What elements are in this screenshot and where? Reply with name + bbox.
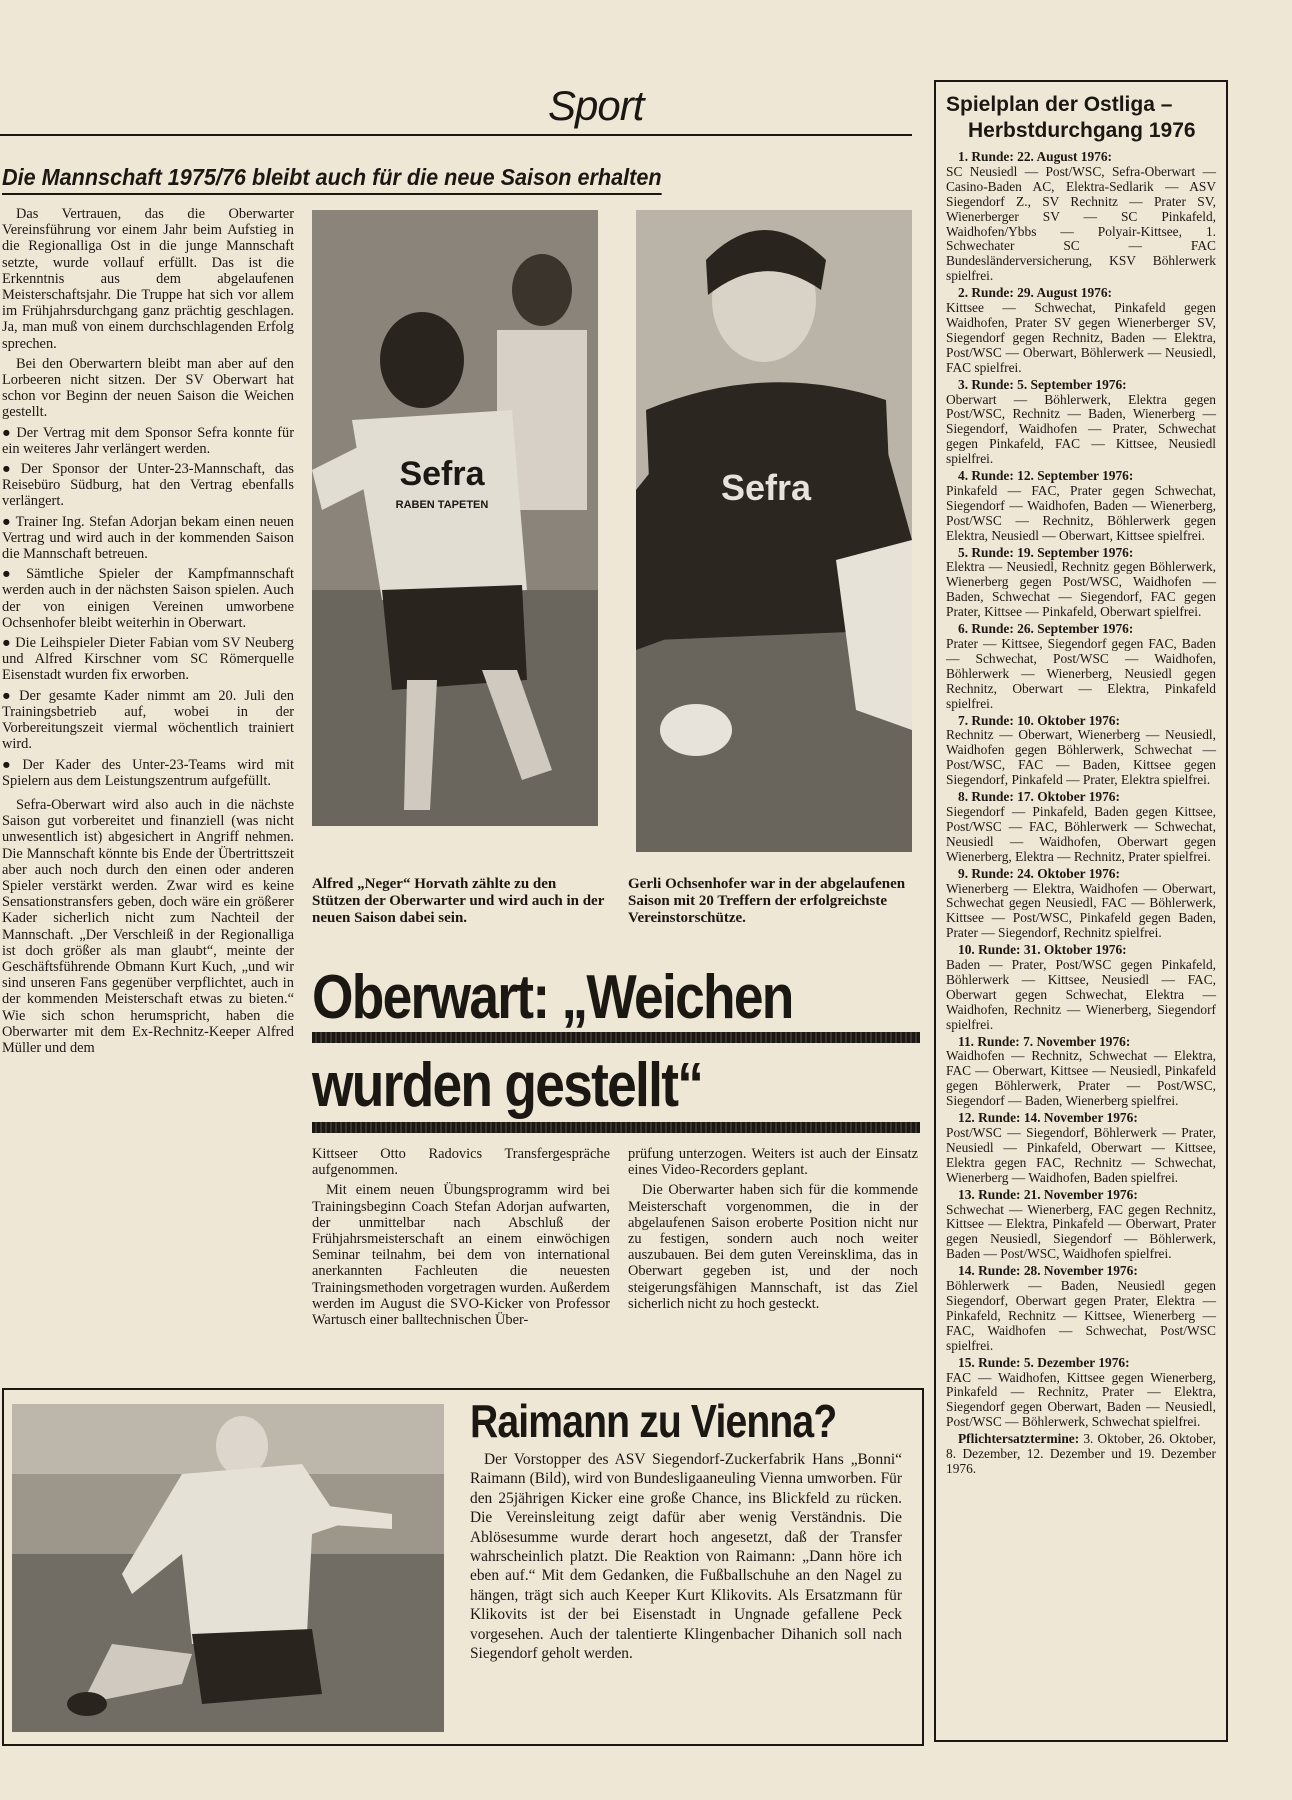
round-label: 1. Runde: 22. August 1976: bbox=[958, 149, 1113, 164]
schedule-round bbox=[946, 150, 1216, 284]
bullet-item: ● Der gesamte Kader nimmt am 20. Juli den Trainingsbetrieb auf, wobei in der Vorbereitungszeit viermal wöchentlich trainiert wird. bbox=[2, 688, 294, 753]
round-label: 11. Runde: 7. November 1976: bbox=[958, 1033, 1131, 1049]
paragraph: Sefra-Oberwart wird also auch in die nächste Saison gut vorbereitet und finanziell (was nicht unwesentlich ist) abgesichert in Angriff nehmen. Die Mannschaft könnte bis Ende der Übertrittszeit aber auch noch durch den einen oder anderen Spieler verstärkt werden. Zwar wird es keine Sensationstransfers geben, doch wäre ein größerer Kader sicherlich nicht zum Nachteil der Mannschaft. „Der Verschleiß in der Regionalliga ist doch größer als man glaubt“, meinte der Geschäftsführende Obmann Kurt Kuch, „und wir sind unseren Fans gegenüber verpflichtet, auch in der kommenden Meisterschaft etwas zu bieten.“ Wie sich schon herumspricht, haben die Oberwarter mit dem Ex-Rechnitz-Keeper Alfred Müller und dem bbox=[2, 796, 294, 1056]
schedule-round bbox=[946, 1188, 1216, 1263]
big-headline-line2: wurden gestellt“ bbox=[312, 1051, 703, 1120]
caption-photo1: Alfred „Neger“ Horvath zählte zu den Stützen der Oberwarter und wird auch in der neuen Saison dabei sein. bbox=[312, 876, 605, 926]
round-label: 6. Runde: 26. September 1976: bbox=[958, 621, 1134, 637]
schedule-pflicht bbox=[946, 1432, 1216, 1477]
schedule-round bbox=[946, 286, 1216, 375]
section-title: Sport bbox=[548, 82, 644, 129]
round-label: 14. Runde: 28. November 1976: bbox=[958, 1263, 1138, 1279]
round-fixtures: Waidhofen — Rechnitz, Schwechat — Elektra, FAC — Oberwart, Kittsee — Neusiedl, Pinkafeld gegen Böhlerwerk, Prater — Post/WSC, Siegendorf — Baden, Wienerberg spielfrei. bbox=[946, 1048, 1216, 1109]
round-fixtures: Baden — Prater, Post/WSC gegen Pinkafeld, Böhlerwerk — Kittsee, Neusiedl — FAC, Oberwart gegen Schwechat, Elektra — Waidhofen, Rechnitz — Wienerberg, Siegendorf spielfrei. bbox=[946, 957, 1216, 1032]
bullet-item: ● Die Leihspieler Dieter Fabian vom SV Neuberg und Alfred Kirschner vom SC Römerquelle Eisenstadt wurden fix erworben. bbox=[2, 635, 294, 684]
raimann-headline: Raimann zu Vienna? bbox=[470, 1395, 837, 1447]
paragraph: Bei den Oberwartern bleibt man aber auf den Lorbeeren nicht sitzen. Der SV Oberwart hat schon vor Beginn der neuen Saison die Weichen gestellt. bbox=[2, 355, 294, 421]
schedule-title-line: Herbstdurchgang 1976 bbox=[968, 119, 1196, 142]
round-label: 9. Runde: 24. Oktober 1976: bbox=[958, 865, 1120, 881]
round-fixtures: Prater — Kittsee, Siegendorf gegen FAC, Baden — Schwechat, Post/WSC — Waidhofen, Böhlerwerk — Wienerberg, Neusiedl gegen Rechnitz, Oberwart — Elektra, Pinkafeld spielfrei. bbox=[946, 636, 1216, 711]
schedule-round bbox=[946, 378, 1216, 467]
mid-column-2 bbox=[628, 1146, 918, 1316]
round-fixtures: Siegendorf — Pinkafeld, Baden gegen Kittsee, Post/WSC — FAC, Böhlerwerk — Schwechat, Neusiedl — Waidhofen, Oberwart gegen Wienerberg, Elektra — Rechnitz, Prater spielfrei. bbox=[946, 803, 1216, 864]
round-fixtures: Rechnitz — Oberwart, Wienerberg — Neusiedl, Waidhofen gegen Böhlerwerk, Schwechat — Post/WSC, FAC — Baden, Kittsee gegen Siegendorf, Pinkafeld — Prater, Elektra spielfrei. bbox=[946, 727, 1216, 788]
schedule-round bbox=[946, 943, 1216, 1032]
round-label: 15. Runde: 5. Dezember 1976: bbox=[958, 1354, 1130, 1370]
schedule-round bbox=[946, 1356, 1216, 1431]
round-fixtures: Oberwart — Böhlerwerk, Elektra gegen Post/WSC, Rechnitz — Baden, Wienerberg — Siegendorf, Waidhofen — Prater, Schwechat gegen Pinkafeld, FAC — Kittsee, Neusiedl spielfrei. bbox=[946, 391, 1216, 467]
headline-bar bbox=[312, 1032, 920, 1043]
jersey-text: Sefra bbox=[720, 467, 812, 508]
round-label: 2. Runde: 29. August 1976: bbox=[958, 285, 1113, 301]
round-fixtures: Post/WSC — Siegendorf, Böhlerwerk — Prater, Neusiedl — Pinkafeld, Oberwart — Kittsee, Elektra gegen FAC, Rechnitz — Schwechat, Wienerberg — Waidhofen, Baden spielfrei. bbox=[946, 1125, 1216, 1185]
photo-ochsenhofer bbox=[636, 210, 912, 852]
paragraph: Kittseer Otto Radovics Transfergespräche aufgenommen. bbox=[312, 1146, 610, 1179]
round-fixtures: Pinkafeld — FAC, Prater gegen Schwechat, Siegendorf — Waidhofen, Baden — Wienerberg, Post/WSC — Rechnitz, Böhlerwerk gegen Elektra, Neusiedl — Oberwart, Kittsee spielfrei. bbox=[946, 482, 1216, 543]
jersey-text: Sefra bbox=[399, 455, 485, 493]
headline-bar bbox=[312, 1122, 920, 1133]
caption-photo2: Gerli Ochsenhofer war in der abgelaufenen Saison mit 20 Treffern der erfolgreichste Vereinstorschütze. bbox=[628, 876, 906, 926]
section-rule bbox=[0, 134, 912, 136]
round-fixtures: Kittsee — Schwechat, Pinkafeld gegen Waidhofen, Prater SV gegen Wienerberger SV, Siegendorf gegen Rechnitz, Baden — Elektra, Post/WSC — Oberwart, Böhlerwerk — Neusiedl, FAC spielfrei. bbox=[946, 300, 1216, 375]
round-fixtures: Böhlerwerk — Baden, Neusiedl gegen Siegendorf, Oberwart gegen Prater, Elektra — Pinkafeld, Rechnitz — Kittsee, Wienerberg — FAC, Waidhofen — Schwechat, Post/WSC spielfrei. bbox=[946, 1278, 1216, 1353]
round-fixtures: Wienerberg — Elektra, Waidhofen — Oberwart, Schwechat gegen Neusiedl, FAC — Böhlerwerk, Kittsee — Post/WSC, Pinkafeld gegen Baden, Prater — Siegendorf, Rechnitz spielfrei. bbox=[946, 880, 1216, 941]
schedule-round bbox=[946, 867, 1216, 942]
bullet-item: ● Sämtliche Spieler der Kampfmannschaft werden auch in der nächsten Saison spielen. Auch der von einigen Vereinen umworbene Ochsenhofer bleibt weiterhin in Oberwart. bbox=[2, 566, 294, 631]
bullet-item: ● Der Vertrag mit dem Sponsor Sefra konnte für ein weiteres Jahr verlängert werden. bbox=[2, 425, 294, 457]
left-column bbox=[2, 206, 294, 1060]
headline: Die Mannschaft 1975/76 bleibt auch für die neue Saison erhalten bbox=[2, 164, 662, 195]
round-fixtures: SC Neusiedl — Post/WSC, Sefra-Oberwart — Casino-Baden AC, Elektra-Sedlarik — ASV Siegendorf Z., SV Rechnitz — Prater SV, Wienerberger SV — SC Pinkafeld, Waidhofen/Ybbs — Polyair-Kittsee, 1. Schwechater SC — FAC Bundesländerversicherung, KSV Böhlerwerk spielfrei. bbox=[946, 163, 1216, 284]
round-label: 5. Runde: 19. September 1976: bbox=[958, 544, 1134, 560]
jersey-subtext: RABEN TAPETEN bbox=[395, 499, 489, 511]
raimann-text: Der Vorstopper des ASV Siegendorf-Zuckerfabrik Hans „Bonni“ Raimann (Bild), wird von Bundesligaaneuling Vienna umworben. Für den 25jährigen Kicker eine große Chance, ins Blickfeld zu rücken. Die Vereinsleitung zeigt dafür aber wenig Verständnis. Die Ablösesumme wurde derart hoch angesetzt, daß der Transfer wahrscheinlich platzt. Die Reaktion von Raimann: „Dann höre ich eben auf.“ Mit dem Gedanken, die Fußballschuhe an den Nagel zu hängen, trägt sich auch Keeper Kurt Klikovits. Als Ersatzmann für Klikovits ist der bei Eisenstadt in Ungnade gefallene Peck vorgesehen. Auch der talentierte Klingenbacher Dihanich soll nach Siegendorf geholt werden. bbox=[470, 1451, 902, 1663]
paragraph: Mit einem neuen Übungsprogramm wird bei Trainingsbeginn Coach Stefan Adorjan aufwarten, der unmittelbar nach Abschluß der Frühjahrsmeisterschaft an einem einwöchigen Seminar teilnahm, bei dem von international anerkannten Fachleuten die neuesten Trainingsmethoden vorgetragen wurden. Außerdem werden im August die SVO-Kicker von Professor Wartusch einer balltechnischen Über- bbox=[312, 1182, 610, 1329]
schedule-list bbox=[946, 150, 1216, 1479]
schedule-round bbox=[946, 790, 1216, 865]
schedule-round bbox=[946, 546, 1216, 621]
pflicht-text: 3. Oktober, 26. Oktober, 8. Dezember, 12. Dezember und 19. Dezember 1976. bbox=[946, 1431, 1216, 1476]
paragraph: prüfung unterzogen. Weiters ist auch der Einsatz eines Video-Recorders geplant. bbox=[628, 1146, 918, 1179]
round-label: 13. Runde: 21. November 1976: bbox=[958, 1186, 1138, 1202]
photo-raimann bbox=[12, 1404, 444, 1732]
big-headline-line1: Oberwart: „Weichen bbox=[312, 963, 793, 1032]
round-fixtures: FAC — Waidhofen, Kittsee gegen Wienerberg, Pinkafeld — Rechnitz, Prater — Elektra, Siegendorf gegen Oberwart, Baden — Neusiedl, Post/WSC — Böhlerwerk, Schwechat spielfrei. bbox=[946, 1369, 1216, 1430]
round-label: 3. Runde: 5. September 1976: bbox=[958, 376, 1127, 392]
round-label: 10. Runde: 31. Oktober 1976: bbox=[958, 942, 1127, 958]
bullet-item: ● Der Kader des Unter-23-Teams wird mit Spielern aus dem Leistungszentrum aufgefüllt. bbox=[2, 757, 294, 789]
schedule-round bbox=[946, 1035, 1216, 1110]
schedule-title bbox=[946, 92, 1216, 144]
schedule-round bbox=[946, 1111, 1216, 1186]
pflicht-label: Pflichtersatztermine: bbox=[958, 1431, 1080, 1447]
schedule-title-line: Spielplan der Ostliga – bbox=[946, 93, 1173, 116]
round-fixtures: Elektra — Neusiedl, Rechnitz gegen Böhlerwerk, Wienerberg gegen Post/WSC, Waidhofen — Baden, Schwechat — Siegendorf, FAC gegen Prater, Kittsee — Pinkafeld, Oberwart spielfrei. bbox=[946, 559, 1216, 620]
round-label: 4. Runde: 12. September 1976: bbox=[958, 468, 1134, 484]
bullet-item: ● Der Sponsor der Unter-23-Mannschaft, das Reisebüro Südburg, hat den Vertrag ebenfalls verlängert. bbox=[2, 461, 294, 510]
round-label: 7. Runde: 10. Oktober 1976: bbox=[958, 712, 1120, 728]
schedule-round bbox=[946, 469, 1216, 544]
mid-column-1 bbox=[312, 1146, 610, 1332]
paragraph: Das Vertrauen, das die Oberwarter Vereinsführung vor einem Jahr beim Aufstieg in die Regionalliga Ost in die junge Mannschaft setzte, wurde vollauf erfüllt. Das ist die Erkenntnis aus dem abgelaufenen Meisterschaftsjahr. Die Truppe hat sich vor allem im Frühjahrsdurchgang ganz prächtig geschlagen. Ja, man muß von einem durchschlagenden Erfolg sprechen. bbox=[2, 206, 294, 352]
photo-horvath bbox=[312, 210, 598, 826]
round-label: 8. Runde: 17. Oktober 1976: bbox=[958, 789, 1120, 805]
paragraph: Die Oberwarter haben sich für die kommende Meisterschaft vorgenommen, die in der abgelaufenen Saison eroberte Position nicht nur zu festigen, sondern auch noch weiter auszubauen. Bei dem guten Vereinsklima, das in Oberwart gegeben ist, und der noch steigerungsfähigen Mannschaft, ist das Ziel sicherlich nicht zu hoch gesteckt. bbox=[628, 1182, 918, 1312]
round-fixtures: Schwechat — Wienerberg, FAC gegen Rechnitz, Kittsee — Elektra, Pinkafeld — Oberwart, Prater gegen Neusiedl, Siegendorf — Böhlerwerk, Baden — Post/WSC, Waidhofen spielfrei. bbox=[946, 1201, 1216, 1262]
schedule-round bbox=[946, 1264, 1216, 1353]
bullet-item: ● Trainer Ing. Stefan Adorjan bekam einen neuen Vertrag und wird auch in der kommenden Saison die Mannschaft betreuen. bbox=[2, 514, 294, 563]
schedule-round bbox=[946, 714, 1216, 789]
round-label: 12. Runde: 14. November 1976: bbox=[958, 1110, 1138, 1126]
schedule-round bbox=[946, 622, 1216, 711]
